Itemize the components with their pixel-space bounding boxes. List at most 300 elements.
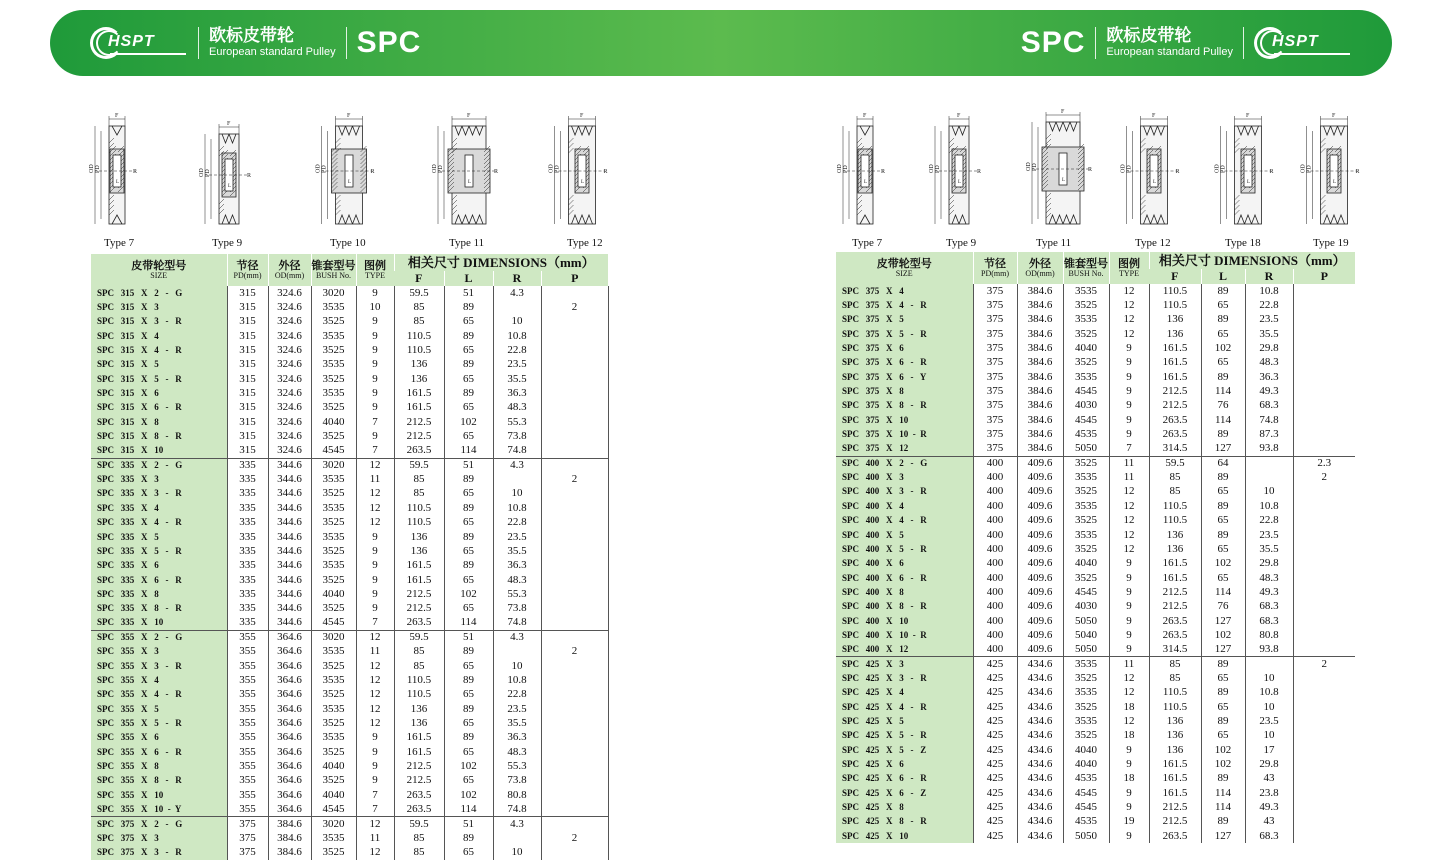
p-cell xyxy=(1293,800,1355,814)
svg-text:L: L xyxy=(581,180,585,185)
f-cell: 136 xyxy=(1149,528,1201,542)
od-cell: 384.6 xyxy=(1017,399,1063,413)
svg-text:OD: OD xyxy=(315,164,322,173)
type-cell: 12 xyxy=(356,516,394,530)
bush-cell: 3535 xyxy=(1063,528,1109,542)
table-row xyxy=(91,487,608,501)
bush-cell: 3525 xyxy=(311,845,356,859)
type-cell: 12 xyxy=(1109,671,1149,685)
svg-text:R: R xyxy=(977,169,982,175)
type-label: Type 12 xyxy=(1135,237,1171,249)
svg-text:OD: OD xyxy=(432,164,438,173)
l-cell: 65 xyxy=(1201,671,1245,685)
f-cell: 136 xyxy=(394,372,444,386)
l-cell: 64 xyxy=(1201,456,1245,470)
table-row xyxy=(91,559,608,573)
table-row xyxy=(836,542,1355,556)
svg-text:R: R xyxy=(1088,167,1093,173)
col-f: F xyxy=(1149,269,1201,284)
table-row xyxy=(836,399,1355,413)
col-type: 图例 TYPE xyxy=(356,254,394,286)
svg-text:OD: OD xyxy=(929,164,935,173)
bush-cell: 3525 xyxy=(311,774,356,788)
right-spec-table xyxy=(836,252,1355,843)
l-cell: 65 xyxy=(444,343,493,357)
pd-cell: 355 xyxy=(227,759,268,773)
l-cell: 114 xyxy=(1201,585,1245,599)
type-label: Type 9 xyxy=(212,237,243,249)
l-cell: 127 xyxy=(1201,442,1245,456)
size-cell: SPC 315 X 10 xyxy=(91,444,227,458)
l-cell: 65 xyxy=(444,602,493,616)
r-cell: 87.3 xyxy=(1245,427,1293,441)
l-cell: 65 xyxy=(1201,700,1245,714)
type-cell: 9 xyxy=(1109,743,1149,757)
table-row xyxy=(836,298,1355,312)
od-cell: 434.6 xyxy=(1017,714,1063,728)
pd-cell: 375 xyxy=(973,284,1017,298)
od-cell: 344.6 xyxy=(268,472,311,486)
type-cell: 9 xyxy=(1109,399,1149,413)
svg-text:PD: PD xyxy=(438,165,444,173)
col-pd: 节径 PD(mm) xyxy=(227,254,268,286)
table-row xyxy=(91,845,608,859)
table-row xyxy=(836,341,1355,355)
p-cell xyxy=(1293,571,1355,585)
f-cell: 136 xyxy=(1149,729,1201,743)
r-cell: 68.3 xyxy=(1245,614,1293,628)
l-cell: 89 xyxy=(1201,772,1245,786)
f-cell: 212.5 xyxy=(1149,800,1201,814)
size-cell: SPC 335 X 10 xyxy=(91,616,227,630)
size-cell: SPC 315 X 2 - G xyxy=(91,286,227,300)
pd-cell: 425 xyxy=(973,757,1017,771)
type-label: Type 10 xyxy=(330,237,366,249)
bush-cell: 5050 xyxy=(1063,442,1109,456)
type-cell: 12 xyxy=(1109,542,1149,556)
pulley-diagram xyxy=(78,112,148,230)
type-cell: 12 xyxy=(356,487,394,501)
od-cell: 344.6 xyxy=(268,616,311,630)
pulley-diagram xyxy=(1014,108,1104,230)
f-cell: 161.5 xyxy=(1149,571,1201,585)
f-cell: 212.5 xyxy=(394,587,444,601)
type-cell: 12 xyxy=(1109,485,1149,499)
size-cell: SPC 335 X 6 - R xyxy=(91,573,227,587)
od-cell: 384.6 xyxy=(268,845,311,859)
od-cell: 344.6 xyxy=(268,573,311,587)
svg-text:F: F xyxy=(1152,113,1156,119)
pd-cell: 315 xyxy=(227,358,268,372)
table-row xyxy=(91,329,608,343)
pd-cell: 425 xyxy=(973,729,1017,743)
r-cell: 23.5 xyxy=(493,358,541,372)
pulley-diagram xyxy=(1112,112,1188,230)
bush-cell: 3525 xyxy=(311,688,356,702)
od-cell: 384.6 xyxy=(1017,298,1063,312)
l-cell: 89 xyxy=(1201,815,1245,829)
bush-cell: 3535 xyxy=(311,702,356,716)
r-cell: 36.3 xyxy=(1245,370,1293,384)
r-cell xyxy=(493,831,541,845)
type-cell: 9 xyxy=(356,372,394,386)
l-cell: 65 xyxy=(444,688,493,702)
r-cell: 4.3 xyxy=(493,817,541,831)
type-cell: 12 xyxy=(356,702,394,716)
pd-cell: 355 xyxy=(227,645,268,659)
r-cell: 35.5 xyxy=(493,372,541,386)
svg-text:L: L xyxy=(1247,180,1251,185)
table-row xyxy=(91,300,608,314)
table-row xyxy=(836,614,1355,628)
od-cell: 384.6 xyxy=(1017,427,1063,441)
type-label: Type 11 xyxy=(1036,237,1072,249)
size-cell: SPC 400 X 4 - R xyxy=(836,514,973,528)
type-cell: 9 xyxy=(1109,643,1149,657)
f-cell: 110.5 xyxy=(394,688,444,702)
bush-cell: 3525 xyxy=(311,401,356,415)
l-cell: 89 xyxy=(1201,714,1245,728)
od-cell: 434.6 xyxy=(1017,729,1063,743)
bush-cell: 3525 xyxy=(311,659,356,673)
l-cell: 89 xyxy=(444,731,493,745)
bush-cell: 4040 xyxy=(1063,743,1109,757)
table-row xyxy=(91,817,608,831)
r-cell: 10.8 xyxy=(493,329,541,343)
r-cell: 43 xyxy=(1245,772,1293,786)
bush-cell: 3535 xyxy=(311,386,356,400)
l-cell: 114 xyxy=(1201,800,1245,814)
od-cell: 434.6 xyxy=(1017,829,1063,843)
r-cell: 80.8 xyxy=(1245,628,1293,642)
od-cell: 384.6 xyxy=(1017,356,1063,370)
p-cell xyxy=(541,630,608,644)
f-cell: 263.5 xyxy=(394,802,444,816)
f-cell: 263.5 xyxy=(1149,628,1201,642)
l-cell: 102 xyxy=(1201,757,1245,771)
od-cell: 324.6 xyxy=(268,444,311,458)
f-cell: 212.5 xyxy=(1149,585,1201,599)
bush-cell: 3020 xyxy=(311,630,356,644)
svg-text:L: L xyxy=(228,184,232,189)
size-cell: SPC 375 X 12 xyxy=(836,442,973,456)
od-cell: 409.6 xyxy=(1017,571,1063,585)
size-cell: SPC 375 X 6 xyxy=(836,341,973,355)
svg-text:L: L xyxy=(1062,178,1066,183)
pd-cell: 335 xyxy=(227,602,268,616)
r-cell: 10 xyxy=(493,487,541,501)
f-cell: 212.5 xyxy=(394,429,444,443)
l-cell: 114 xyxy=(1201,413,1245,427)
svg-text:PD: PD xyxy=(1220,165,1227,173)
bush-cell: 4040 xyxy=(1063,557,1109,571)
table-row xyxy=(836,815,1355,829)
size-cell: SPC 315 X 4 xyxy=(91,329,227,343)
size-cell: SPC 425 X 6 - Z xyxy=(836,786,973,800)
type-cell: 9 xyxy=(1109,600,1149,614)
bush-cell: 4545 xyxy=(311,444,356,458)
bush-cell: 3525 xyxy=(1063,571,1109,585)
od-cell: 409.6 xyxy=(1017,499,1063,513)
p-cell xyxy=(541,315,608,329)
l-cell: 89 xyxy=(444,386,493,400)
type-cell: 9 xyxy=(356,329,394,343)
f-cell: 136 xyxy=(394,530,444,544)
od-cell: 364.6 xyxy=(268,716,311,730)
l-cell: 65 xyxy=(1201,327,1245,341)
p-cell xyxy=(541,817,608,831)
svg-text:PD: PD xyxy=(935,165,941,173)
size-cell: SPC 335 X 8 - R xyxy=(91,602,227,616)
r-cell xyxy=(1245,456,1293,470)
f-cell: 161.5 xyxy=(1149,757,1201,771)
type-cell: 9 xyxy=(356,343,394,357)
pd-cell: 400 xyxy=(973,499,1017,513)
l-cell: 114 xyxy=(444,802,493,816)
size-cell: SPC 355 X 10 - Y xyxy=(91,802,227,816)
f-cell: 161.5 xyxy=(1149,370,1201,384)
r-cell: 43 xyxy=(1245,815,1293,829)
hspt-logo: HSPT xyxy=(90,24,188,62)
type-cell: 12 xyxy=(356,845,394,859)
od-cell: 409.6 xyxy=(1017,614,1063,628)
f-cell: 59.5 xyxy=(394,630,444,644)
bush-cell: 3535 xyxy=(311,472,356,486)
pd-cell: 375 xyxy=(973,370,1017,384)
l-cell: 51 xyxy=(444,630,493,644)
pd-cell: 375 xyxy=(973,442,1017,456)
size-cell: SPC 355 X 6 xyxy=(91,731,227,745)
type-cell: 9 xyxy=(356,386,394,400)
f-cell: 161.5 xyxy=(394,745,444,759)
p-cell: 2 xyxy=(1293,657,1355,671)
f-cell: 161.5 xyxy=(1149,772,1201,786)
r-cell: 22.8 xyxy=(493,516,541,530)
table-row xyxy=(91,544,608,558)
col-p: P xyxy=(1293,269,1355,284)
pd-cell: 400 xyxy=(973,542,1017,556)
type-cell: 12 xyxy=(356,659,394,673)
r-cell: 10 xyxy=(493,315,541,329)
f-cell: 85 xyxy=(1149,470,1201,484)
f-cell: 161.5 xyxy=(394,386,444,400)
svg-text:OD: OD xyxy=(1300,164,1307,173)
bush-cell: 3525 xyxy=(1063,729,1109,743)
pd-cell: 400 xyxy=(973,600,1017,614)
svg-text:R: R xyxy=(1269,169,1274,175)
r-cell: 55.3 xyxy=(493,587,541,601)
l-cell: 127 xyxy=(1201,614,1245,628)
divider xyxy=(1095,27,1096,59)
type-cell: 9 xyxy=(1109,614,1149,628)
f-cell: 110.5 xyxy=(394,516,444,530)
l-cell: 65 xyxy=(444,716,493,730)
table-row xyxy=(91,386,608,400)
pd-cell: 335 xyxy=(227,573,268,587)
svg-text:F: F xyxy=(863,113,867,119)
r-cell: 68.3 xyxy=(1245,399,1293,413)
od-cell: 344.6 xyxy=(268,602,311,616)
size-cell: SPC 335 X 6 xyxy=(91,559,227,573)
od-cell: 409.6 xyxy=(1017,514,1063,528)
p-cell xyxy=(1293,557,1355,571)
p-cell xyxy=(541,659,608,673)
table-row xyxy=(91,429,608,443)
bush-cell: 3535 xyxy=(311,530,356,544)
type-cell: 18 xyxy=(1109,700,1149,714)
f-cell: 136 xyxy=(394,716,444,730)
type-cell: 9 xyxy=(1109,628,1149,642)
p-cell xyxy=(1293,700,1355,714)
type-cell: 9 xyxy=(356,429,394,443)
table-row xyxy=(836,714,1355,728)
pd-cell: 315 xyxy=(227,386,268,400)
size-cell: SPC 375 X 8 - R xyxy=(836,399,973,413)
size-cell: SPC 375 X 4 xyxy=(836,284,973,298)
od-cell: 434.6 xyxy=(1017,743,1063,757)
pd-cell: 315 xyxy=(227,372,268,386)
l-cell: 114 xyxy=(444,616,493,630)
type-label: Type 11 xyxy=(449,237,485,249)
r-cell: 48.3 xyxy=(1245,571,1293,585)
table-row xyxy=(836,657,1355,671)
header-banner xyxy=(50,10,1392,76)
type-cell: 9 xyxy=(356,602,394,616)
type-cell: 12 xyxy=(1109,298,1149,312)
p-cell xyxy=(541,602,608,616)
table-row xyxy=(836,829,1355,843)
bush-cell: 3535 xyxy=(311,831,356,845)
f-cell: 110.5 xyxy=(1149,284,1201,298)
f-cell: 161.5 xyxy=(394,573,444,587)
od-cell: 364.6 xyxy=(268,745,311,759)
p-cell xyxy=(1293,341,1355,355)
p-cell xyxy=(541,559,608,573)
type-cell: 11 xyxy=(1109,657,1149,671)
bush-cell: 4545 xyxy=(311,802,356,816)
pd-cell: 335 xyxy=(227,501,268,515)
type-label: Type 18 xyxy=(1225,237,1261,249)
bush-cell: 3535 xyxy=(311,673,356,687)
size-cell: SPC 425 X 4 xyxy=(836,686,973,700)
svg-text:F: F xyxy=(1061,109,1065,115)
type-cell: 12 xyxy=(356,458,394,472)
svg-text:F: F xyxy=(1246,113,1250,119)
f-cell: 161.5 xyxy=(394,731,444,745)
type-cell: 9 xyxy=(356,530,394,544)
table-row xyxy=(91,688,608,702)
p-cell xyxy=(541,802,608,816)
r-cell: 10.8 xyxy=(1245,284,1293,298)
r-cell: 22.8 xyxy=(493,688,541,702)
p-cell xyxy=(541,372,608,386)
f-cell: 212.5 xyxy=(394,602,444,616)
pd-cell: 315 xyxy=(227,315,268,329)
size-cell: SPC 375 X 6 - Y xyxy=(836,370,973,384)
p-cell xyxy=(541,759,608,773)
l-cell: 65 xyxy=(444,487,493,501)
od-cell: 384.6 xyxy=(268,831,311,845)
f-cell: 85 xyxy=(1149,657,1201,671)
type-cell: 9 xyxy=(356,731,394,745)
type-cell: 7 xyxy=(356,616,394,630)
pulley-diagram xyxy=(1204,112,1284,230)
r-cell: 10.8 xyxy=(1245,686,1293,700)
pd-cell: 335 xyxy=(227,487,268,501)
table-row xyxy=(91,659,608,673)
r-cell: 36.3 xyxy=(493,559,541,573)
od-cell: 364.6 xyxy=(268,688,311,702)
bush-cell: 3525 xyxy=(1063,514,1109,528)
pd-cell: 400 xyxy=(973,485,1017,499)
bush-cell: 4040 xyxy=(311,587,356,601)
r-cell: 10.8 xyxy=(493,501,541,515)
p-cell xyxy=(1293,714,1355,728)
table-row xyxy=(91,444,608,458)
bush-cell: 4040 xyxy=(311,788,356,802)
pd-cell: 335 xyxy=(227,559,268,573)
p-cell xyxy=(1293,284,1355,298)
type-cell: 9 xyxy=(1109,413,1149,427)
size-cell: SPC 400 X 4 xyxy=(836,499,973,513)
r-cell: 73.8 xyxy=(493,602,541,616)
col-bush: 锥套型号 BUSH No. xyxy=(1063,252,1109,284)
od-cell: 409.6 xyxy=(1017,528,1063,542)
bush-cell: 4545 xyxy=(1063,384,1109,398)
size-cell: SPC 315 X 3 - R xyxy=(91,315,227,329)
svg-text:R: R xyxy=(1355,169,1360,175)
bush-cell: 3525 xyxy=(311,487,356,501)
p-cell xyxy=(541,429,608,443)
bush-cell: 3535 xyxy=(1063,284,1109,298)
od-cell: 384.6 xyxy=(1017,370,1063,384)
f-cell: 85 xyxy=(394,645,444,659)
table-row xyxy=(91,472,608,486)
bush-cell: 3525 xyxy=(311,544,356,558)
size-cell: SPC 355 X 5 - R xyxy=(91,716,227,730)
l-cell: 89 xyxy=(1201,657,1245,671)
f-cell: 110.5 xyxy=(1149,514,1201,528)
r-cell: 74.8 xyxy=(493,802,541,816)
title-cn: 欧标皮带轮 xyxy=(1106,26,1192,46)
f-cell: 263.5 xyxy=(1149,614,1201,628)
od-cell: 324.6 xyxy=(268,415,311,429)
type-label: Type 19 xyxy=(1313,237,1349,249)
pd-cell: 400 xyxy=(973,628,1017,642)
l-cell: 89 xyxy=(1201,313,1245,327)
f-cell: 161.5 xyxy=(1149,356,1201,370)
pd-cell: 375 xyxy=(973,341,1017,355)
svg-text:R: R xyxy=(133,169,138,175)
od-cell: 384.6 xyxy=(1017,341,1063,355)
od-cell: 409.6 xyxy=(1017,585,1063,599)
od-cell: 434.6 xyxy=(1017,772,1063,786)
r-cell: 10.8 xyxy=(493,673,541,687)
size-cell: SPC 400 X 3 xyxy=(836,470,973,484)
size-cell: SPC 335 X 3 - R xyxy=(91,487,227,501)
type-cell: 12 xyxy=(356,501,394,515)
size-cell: SPC 315 X 8 - R xyxy=(91,429,227,443)
l-cell: 89 xyxy=(444,559,493,573)
od-cell: 434.6 xyxy=(1017,657,1063,671)
od-cell: 344.6 xyxy=(268,559,311,573)
f-cell: 85 xyxy=(394,659,444,673)
table-row xyxy=(91,774,608,788)
bush-cell: 3525 xyxy=(311,716,356,730)
table-row xyxy=(91,716,608,730)
pd-cell: 425 xyxy=(973,829,1017,843)
size-cell: SPC 335 X 4 - R xyxy=(91,516,227,530)
